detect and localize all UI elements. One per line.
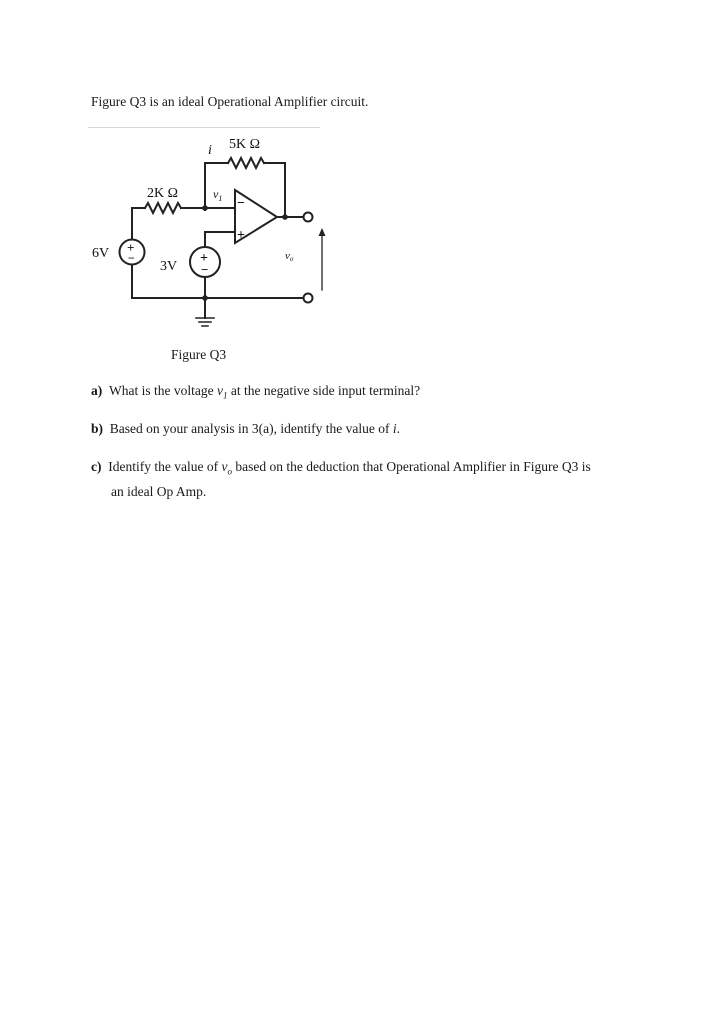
question-a-label: a) bbox=[91, 383, 103, 398]
question-b-label: b) bbox=[91, 421, 104, 436]
question-b: b) Based on your analysis in 3(a), identify the value of i. bbox=[91, 421, 400, 436]
junction-dot bbox=[282, 214, 288, 220]
question-c-line2: an ideal Op Amp. bbox=[111, 484, 207, 499]
label-i: i bbox=[208, 143, 212, 158]
feedback-return-wire bbox=[264, 163, 285, 217]
junction-dot bbox=[202, 295, 208, 301]
output-terminal-bottom bbox=[304, 294, 313, 303]
ground-symbol bbox=[196, 318, 214, 326]
source-3v-minus: − bbox=[201, 262, 209, 277]
circuit-diagram bbox=[0, 125, 724, 465]
label-v1: $v_1$ bbox=[213, 187, 223, 203]
source-6v-minus: − bbox=[128, 251, 135, 265]
label-opamp-minus: − bbox=[237, 196, 245, 211]
source-6v-plus: + bbox=[127, 240, 135, 255]
question-c-label: c) bbox=[91, 459, 102, 474]
vo-arrow-head bbox=[319, 228, 326, 236]
label-5k: 5K Ω bbox=[229, 137, 261, 152]
label-opamp-plus: + bbox=[237, 228, 245, 243]
output-terminal-top bbox=[304, 213, 313, 222]
source-3v-plus: + bbox=[200, 251, 208, 266]
left-node-wire bbox=[132, 208, 145, 240]
question-a: a) What is the voltage $v_1$ at the negative side input terminal? bbox=[91, 383, 421, 401]
label-6v: 6V bbox=[92, 246, 110, 261]
input-resistor bbox=[145, 203, 181, 213]
intro-text: Figure Q3 is an ideal Operational Amplifier circuit. bbox=[91, 94, 369, 109]
label-2k: 2K Ω bbox=[147, 186, 179, 201]
feedback-resistor bbox=[228, 158, 264, 168]
label-vo: vo bbox=[285, 250, 294, 263]
question-c: c) Identify the value of $v_o$ based on the deduction that Operational Amplifier in Figure Q3 is bbox=[91, 459, 591, 477]
label-3v: 3V bbox=[160, 259, 178, 274]
junction-dot bbox=[202, 205, 208, 211]
plus-input-wire bbox=[205, 232, 235, 246]
figure-caption: Figure Q3 bbox=[171, 347, 227, 362]
